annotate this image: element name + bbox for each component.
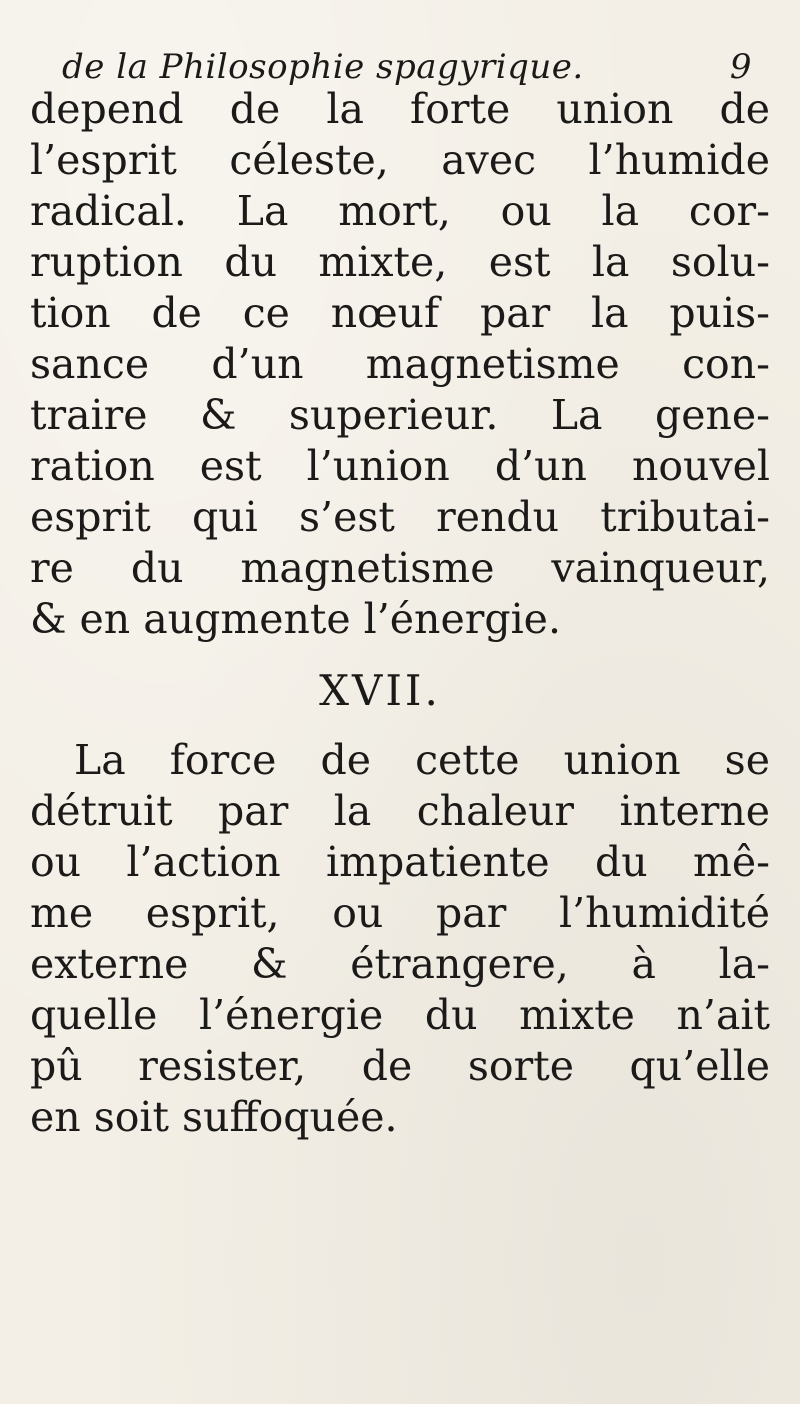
text-line: ruption du mixte, est la solu- xyxy=(30,238,770,286)
text-line: détruit par la chaleur interne xyxy=(30,787,770,835)
text-line: l’esprit céleste, avec l’humide xyxy=(30,136,770,184)
running-head-title: de la Philosophie spagyrique. xyxy=(62,47,584,87)
text-line: sance d’un magnetisme con- xyxy=(30,340,770,388)
text-line: re du magnetisme vainqueur, xyxy=(30,544,770,592)
paragraph-1 xyxy=(30,84,770,645)
text-line: quelle l’énergie du mixte n’ait xyxy=(30,991,770,1039)
text-line: ration est l’union d’un nouvel xyxy=(30,442,770,490)
text-line: pû resister, de sorte qu’elle xyxy=(30,1042,770,1090)
text-line: externe & étrangere, à la- xyxy=(30,940,770,988)
text-line: depend de la forte union de xyxy=(30,85,770,133)
section-number: XVII. xyxy=(319,666,441,715)
body-text xyxy=(30,84,770,1143)
paragraph-2 xyxy=(30,735,770,1143)
text-line: ou l’action impatiente du mê- xyxy=(30,838,770,886)
text-line: en soit suffoquée. xyxy=(30,1093,398,1141)
text-line: radical. La mort, ou la cor- xyxy=(30,187,770,235)
text-line: La force de cette union se xyxy=(74,736,770,784)
text-line: esprit qui s’est rendu tributai- xyxy=(30,493,770,541)
text-line: & en augmente l’énergie. xyxy=(30,595,561,643)
text-line: tion de ce nœuf par la puis- xyxy=(30,289,770,337)
page-number: 9 xyxy=(729,47,752,87)
text-line: traire & superieur. La gene- xyxy=(30,391,770,439)
text-line: me esprit, ou par l’humidité xyxy=(30,889,770,937)
